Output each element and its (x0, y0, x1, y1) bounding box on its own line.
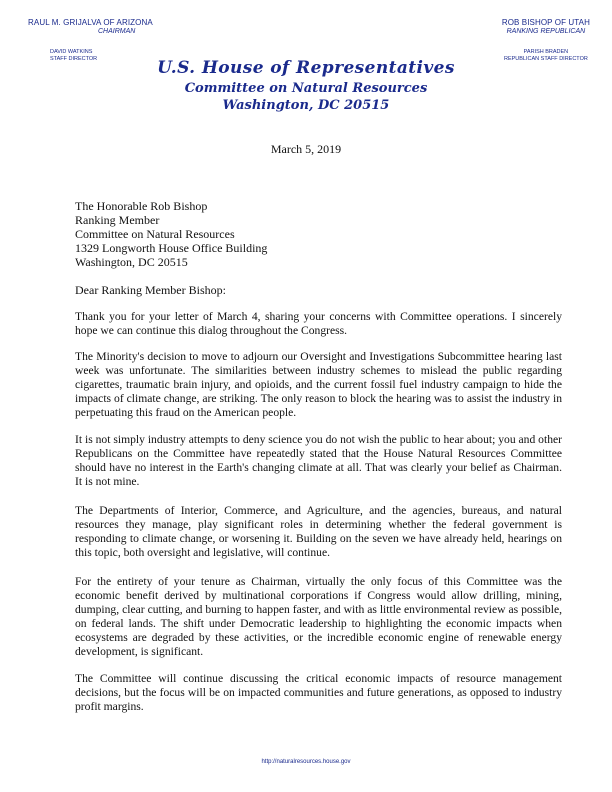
letter-date: March 5, 2019 (270, 142, 342, 156)
address-line: Ranking Member (75, 213, 160, 227)
body-paragraph: The Committee will continue discussing the critical economic impacts of resource management decisions, but the focus will be on impacted communities and future generations, as opposed to industry profit margins. (75, 672, 562, 714)
body-paragraph: For the entirety of your tenure as Chairman, virtually the only focus of this Committee was the economic benefit derived by multinational corporations if Congress would allow drilling, mining, dumping, clear cutting, and burning to happen faster, and with as little environmental review as possible, on federal lands. The shift under Democratic leadership to highlighting the economic impacts when ecosystems are degraded by these activities, or the incredible economic engine of renewable energy development, is significant. (75, 575, 562, 659)
ranking-member-staff-title: REPUBLICAN STAFF DIRECTOR (503, 55, 588, 62)
body-paragraph: It is not simply industry attempts to deny science you do not wish the public to hear about; you and other Republicans on the Committee have repeatedly stated that the House Natural Resources Committee should have no interest in the Earth's changing climate at all. That was clearly your belief as Chairman. It is not mine. (75, 433, 562, 489)
chairman-staff-title: STAFF DIRECTOR (50, 55, 98, 62)
salutation: Dear Ranking Member Bishop: (75, 283, 226, 297)
address-line: The Honorable Rob Bishop (75, 199, 208, 213)
address-line: Committee on Natural Resources (75, 227, 235, 241)
body-paragraph: The Departments of Interior, Commerce, and Agriculture, and the agencies, bureaus, and natural resources they manage, play significant roles in determining whether the federal government is responding to climate change, or worsening it. Building on the seven we have already held, hearings on this topic, both oversight and legislative, will continue. (75, 504, 562, 560)
body-paragraph: The Minority's decision to move to adjourn our Oversight and Investigations Subcommittee hearing last week was unfortunate. The similarities between industry schemes to mislead the public regarding cigarettes, traumatic brain injury, and opioids, and the current fossil fuel industry campaign to hide the impacts of climate change, are striking. The only reason to block the hearing was to assist the industry in perpetuating this fraud on the American people. (75, 350, 562, 420)
footer-url: http://naturalresources.house.gov (261, 759, 351, 765)
body-paragraph: Thank you for your letter of March 4, sharing your concerns with Committee operations. I sincerely hope we can continue this dialog throughout the Congress. (75, 310, 562, 338)
chairman-name: RAUL M. GRIJALVA OF ARIZONA (28, 18, 153, 27)
letterhead-city: Washington, DC 20515 (222, 98, 390, 113)
letterhead-house: U.S. House of Representatives (157, 58, 455, 78)
address-line: Washington, DC 20515 (75, 255, 188, 269)
letterhead-committee: Committee on Natural Resources (184, 81, 428, 96)
ranking-member-staff-name: PARISH BRADEN (523, 49, 569, 56)
recipient-address (75, 199, 267, 269)
ranking-member-name: ROB BISHOP OF UTAH (501, 18, 590, 27)
chairman-staff-name: DAVID WATKINS (50, 49, 93, 56)
ranking-member-role: RANKING REPUBLICAN (506, 27, 586, 35)
chairman-block (28, 19, 153, 62)
letterhead (0, 55, 612, 113)
chairman-role: CHAIRMAN (98, 27, 136, 35)
address-line: 1329 Longworth House Office Building (75, 241, 268, 255)
ranking-member-block (502, 19, 590, 62)
